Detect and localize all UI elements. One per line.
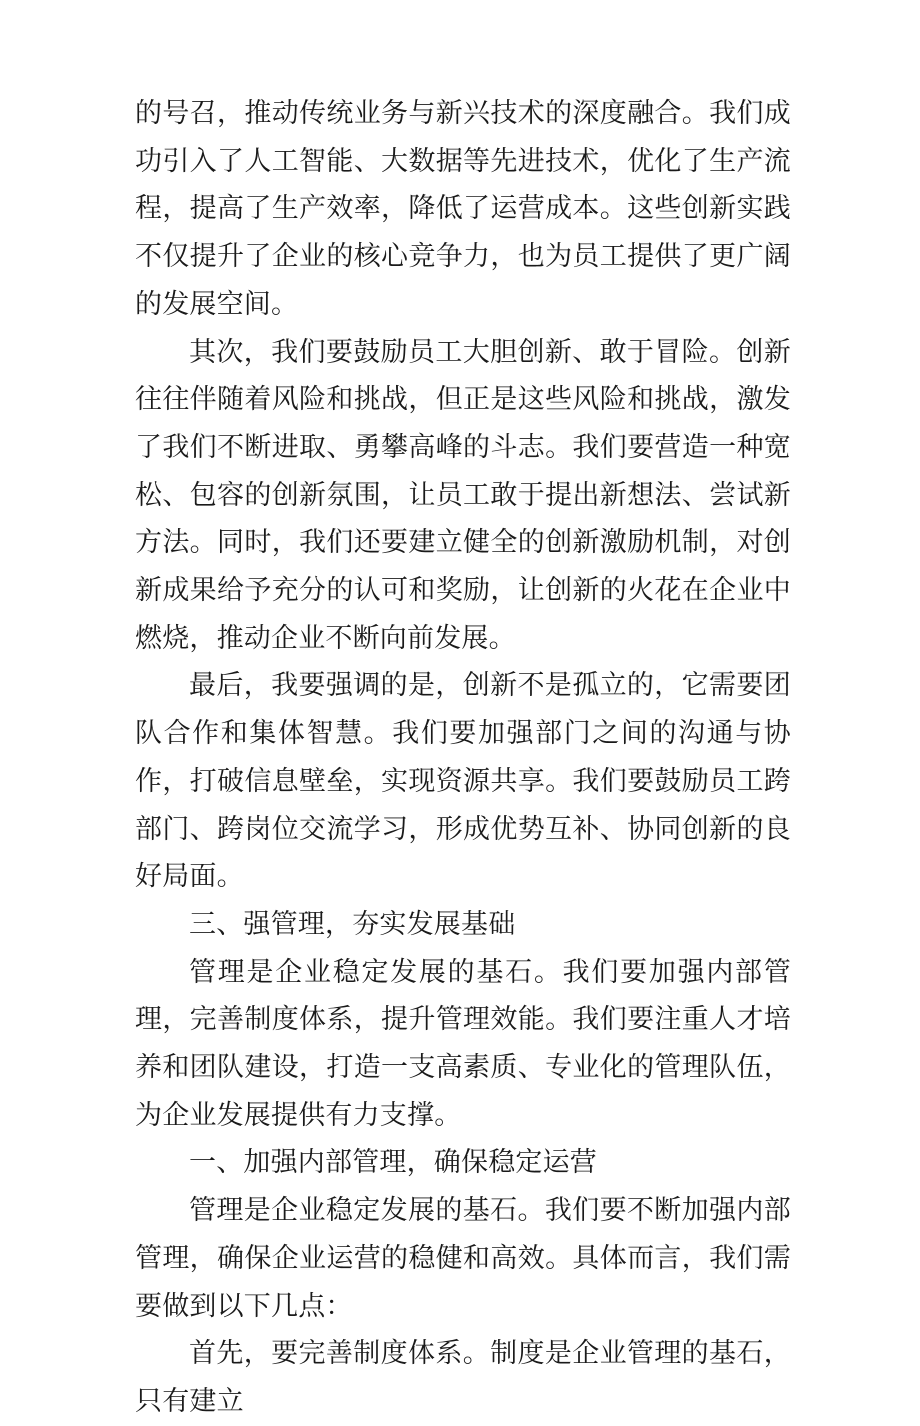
paragraph-system-improvement: 首先，要完善制度体系。制度是企业管理的基石，只有建立 — [135, 1338, 791, 1417]
paragraph-continuation: 的号召，推动传统业务与新兴技术的深度融合。我们成功引入了人工智能、大数据等先进技术，优化了生产流程，提高了生产效率，降低了运营成本。这些创新实践不仅提升了企业的核心竞争力，也为员工提供了更广阔的发展空间。 — [135, 98, 791, 320]
section-heading-management: 三、强管理，夯实发展基础 — [189, 908, 516, 940]
paragraph-innovation-courage: 其次，我们要鼓励员工大胆创新、敢于冒险。创新往往伴随着风险和挑战，但正是这些风险和挑战，激发了我们不断进取、勇攀高峰的斗志。我们要营造一种宽松、包容的创新氛围，让员工敢于提出新想法、尝试新方法。同时，我们还要建立健全的创新激励机制，对创新成果给予充分的认可和奖励，让创新的火花在企业中燃烧，推动企业不断向前发展。 — [135, 336, 791, 654]
paragraph-management-foundation: 管理是企业稳定发展的基石。我们要加强内部管理，完善制度体系，提升管理效能。我们要注重人才培养和团队建设，打造一支高素质、专业化的管理队伍，为企业发展提供有力支撑。 — [135, 956, 791, 1131]
paragraph-teamwork: 最后，我要强调的是，创新不是孤立的，它需要团队合作和集体智慧。我们要加强部门之间的沟通与协作，打破信息壁垒，实现资源共享。我们要鼓励员工跨部门、跨岗位交流学习，形成优势互补、协同创新的良好局面。 — [135, 670, 791, 893]
subsection-heading-internal-management: 一、加强内部管理，确保稳定运营 — [189, 1147, 597, 1179]
paragraph-internal-management: 管理是企业稳定发展的基石。我们要不断加强内部管理，确保企业运营的稳健和高效。具体而言，我们需要做到以下几点： — [135, 1195, 791, 1322]
document-body — [135, 90, 791, 1426]
